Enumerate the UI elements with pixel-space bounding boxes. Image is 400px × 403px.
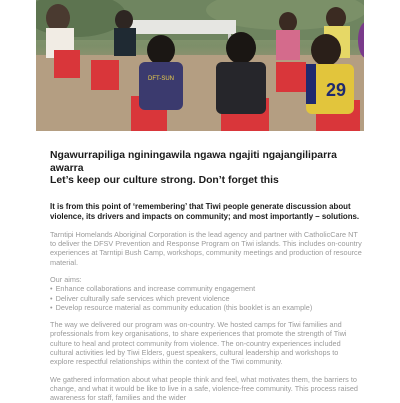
headline <box>50 150 362 188</box>
paragraph-delivery: The way we delivered our program was on-country. We hosted camps for Tiwi families and professionals from key organisations, to share experiences that promote the strength of Tiwi culture to heal and protect community from violence. The on-country experiences included cultural activities led by Tiwi Elders, guest speakers, cultural leadership and workshops to explore respectful relationships within the context of the Tiwi community. <box>50 320 347 367</box>
intro-paragraph: It is from this point of ‘remembering’ that Tiwi people generate discussion about violence, its drivers and impacts on community; and most importantly – solutions. <box>50 201 360 221</box>
headline-english: Let’s keep our culture strong. Don’t forget this <box>50 175 279 187</box>
aims-title: Our aims: <box>50 274 82 284</box>
aims-item: • Develop resource material as community education (this booklet is an example) <box>50 303 362 312</box>
aims-item: • Enhance collaborations and increase community engagement <box>50 284 362 293</box>
shirt-text: DFT-SUN <box>148 76 174 82</box>
aims-item: • Deliver culturally safe services which prevent violence <box>50 294 362 303</box>
document-body <box>50 150 362 403</box>
photo-illustration <box>36 0 364 131</box>
jersey-number: 29 <box>325 80 347 100</box>
aims-list <box>50 284 362 312</box>
headline-tiwi: Ngawurrapiliga nginingawila ngawa ngajiti ngajangiliparra awarra <box>50 150 337 174</box>
paragraph-lead-agency: Tarntipi Homelands Aboriginal Corporation is the lead agency and partner with CatholicCare NT to deliver the DFSV Prevention and Response Program on Tiwi islands. This includes on-country experiences at Tarntipi Bush Camp, workshops, community meetings and production of resource material. <box>50 229 362 267</box>
paragraph-information: We gathered information about what people think and feel, what motivates them, the barriers to change, and what it would be like to live in a safe, violence-free community. This process raised awareness for staff, families and the wider <box>50 374 358 403</box>
group-meeting-photo <box>36 0 364 131</box>
